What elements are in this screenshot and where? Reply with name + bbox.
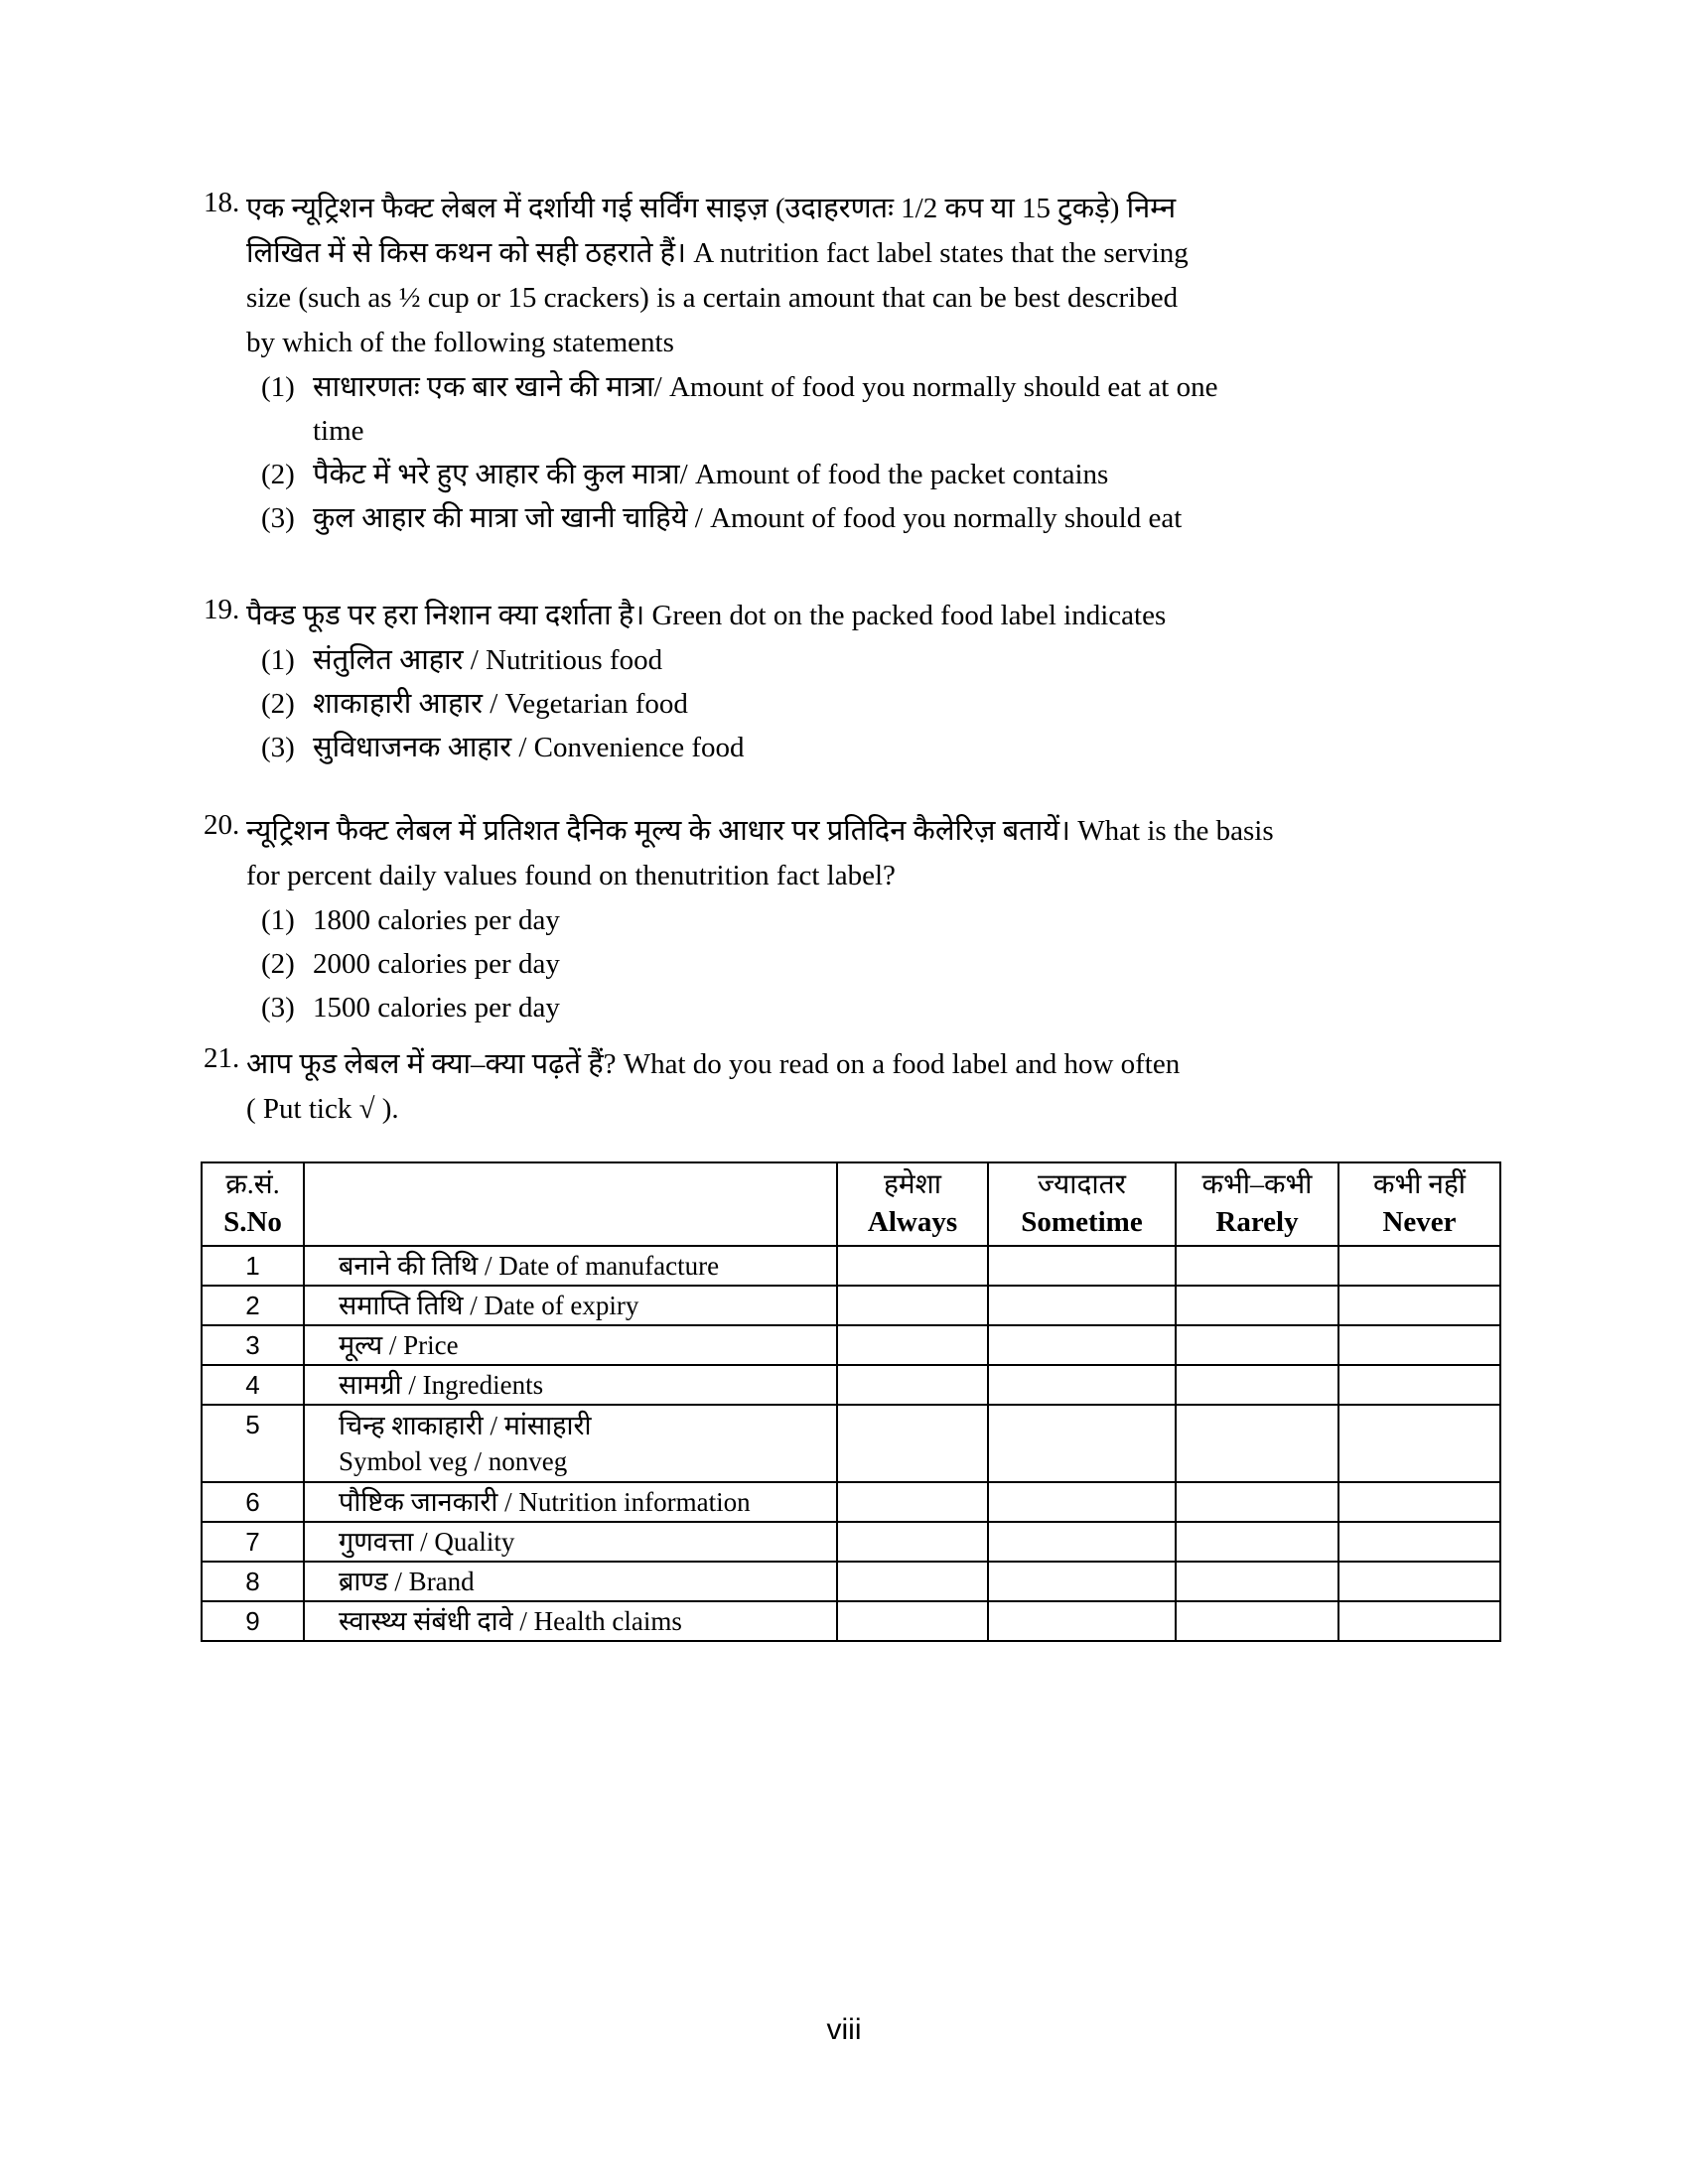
page-number: viii: [826, 2013, 862, 2046]
option-1: [261, 638, 1537, 682]
option-text-line: पैकेट में भरे हुए आहार की कुल मात्रा/ Amount of food the packet contains: [313, 459, 1109, 490]
header-always-english: Always: [867, 1206, 958, 1238]
option-number: (3): [261, 992, 295, 1024]
header-never-english: Never: [1382, 1206, 1457, 1238]
row-number: 8: [245, 1566, 260, 1596]
answer-cell-rarely: [1176, 1286, 1338, 1325]
question-text-line: size (such as ½ cup or 15 crackers) is a certain amount that can be best described: [246, 282, 1179, 314]
answer-cell-rarely: [1176, 1482, 1338, 1522]
answer-cell-always: [837, 1405, 988, 1482]
answer-cell-always: [837, 1246, 988, 1286]
table-row: [202, 1286, 1500, 1325]
answer-cell-sometime: [988, 1522, 1176, 1562]
table-row: [202, 1365, 1500, 1405]
option-number: (1): [261, 371, 295, 403]
row-number: 7: [245, 1526, 260, 1557]
question-text-line: एक न्यूट्रिशन फैक्ट लेबल में दर्शायी गई सर्विंग साइज़ (उदाहरणतः 1/2 कप या 15 टुकड़े) निम्न: [246, 193, 1177, 224]
table-row: [202, 1562, 1500, 1601]
question-number: 19.: [204, 594, 240, 625]
option-number: (1): [261, 644, 295, 676]
answer-cell-rarely: [1176, 1405, 1338, 1482]
row-label-line2: Symbol veg / nonveg: [339, 1446, 568, 1476]
answer-cell-sometime: [988, 1601, 1176, 1641]
answer-cell-never: [1338, 1325, 1500, 1365]
option-number: (1): [261, 904, 295, 936]
answer-cell-always: [837, 1365, 988, 1405]
header-never: [1338, 1162, 1500, 1246]
answer-cell-rarely: [1176, 1325, 1338, 1365]
option-2: [261, 942, 1537, 986]
option-text-line: साधारणतः एक बार खाने की मात्रा/ Amount of food you normally should eat at one: [313, 371, 1218, 403]
header-sno-hindi: क्र.सं.: [225, 1169, 280, 1200]
answer-cell-always: [837, 1482, 988, 1522]
row-number: 9: [245, 1605, 260, 1636]
answer-cell-always: [837, 1601, 988, 1641]
header-never-hindi: कभी नहीं: [1372, 1169, 1467, 1200]
answer-cell-never: [1338, 1562, 1500, 1601]
survey-table: [201, 1161, 1501, 1642]
row-number: 5: [245, 1410, 260, 1439]
question-19: [204, 594, 1537, 769]
option-text-line: 1800 calories per day: [313, 904, 560, 936]
answer-cell-always: [837, 1325, 988, 1365]
row-label: मूल्य / Price: [339, 1330, 459, 1360]
option-2: [261, 682, 1537, 726]
answer-cell-never: [1338, 1482, 1500, 1522]
question-number: 20.: [204, 809, 240, 841]
table-row: [202, 1601, 1500, 1641]
row-label: गुणवत्ता / Quality: [339, 1527, 515, 1557]
row-label: पौष्टिक जानकारी / Nutrition information: [339, 1487, 751, 1517]
option-3: [261, 726, 1537, 769]
header-always: [837, 1162, 988, 1246]
answer-cell-always: [837, 1286, 988, 1325]
answer-cell-rarely: [1176, 1246, 1338, 1286]
answer-cell-never: [1338, 1601, 1500, 1641]
question-number: 21.: [204, 1042, 240, 1074]
answer-cell-sometime: [988, 1562, 1176, 1601]
table-row: [202, 1522, 1500, 1562]
question-text-line: for percent daily values found on thenutrition fact label?: [246, 860, 896, 891]
option-number: (2): [261, 459, 295, 490]
option-1: [261, 365, 1537, 453]
option-1: [261, 898, 1537, 942]
question-text-line: न्यूट्रिशन फैक्ट लेबल में प्रतिशत दैनिक मूल्य के आधार पर प्रतिदिन कैलेरिज़ बतायें। What is the basis: [246, 815, 1274, 847]
option-text-line: शाकाहारी आहार / Vegetarian food: [313, 688, 688, 720]
option-number: (3): [261, 502, 295, 534]
answer-cell-sometime: [988, 1246, 1176, 1286]
answer-cell-rarely: [1176, 1365, 1338, 1405]
header-sno-english: S.No: [223, 1206, 282, 1238]
row-number: 4: [245, 1369, 260, 1400]
option-3: [261, 496, 1537, 540]
header-item-blank: [304, 1162, 837, 1246]
question-text-line: लिखित में से किस कथन को सही ठहराते हैं। A nutrition fact label states that the serving: [246, 237, 1189, 269]
row-label: समाप्ति तिथि / Date of expiry: [339, 1291, 639, 1320]
row-number: 6: [245, 1486, 260, 1517]
question-21: [204, 1042, 1537, 1132]
question-18: [204, 187, 1537, 540]
answer-cell-rarely: [1176, 1562, 1338, 1601]
header-sno: [202, 1162, 304, 1246]
header-rarely-hindi: कभी–कभी: [1201, 1169, 1313, 1200]
table-row: [202, 1325, 1500, 1365]
question-text-line: ( Put tick √ ).: [246, 1093, 399, 1125]
row-label: चिन्ह शाकाहारी / मांसाहारी: [339, 1411, 592, 1440]
header-sometime: [988, 1162, 1176, 1246]
header-rarely: [1176, 1162, 1338, 1246]
option-number: (2): [261, 948, 295, 980]
option-text-line: 2000 calories per day: [313, 948, 560, 980]
option-3: [261, 986, 1537, 1029]
options-list: [261, 365, 1537, 540]
question-text-line: by which of the following statements: [246, 327, 674, 358]
row-label: स्वास्थ्य संबंधी दावे / Health claims: [339, 1606, 682, 1636]
answer-cell-always: [837, 1562, 988, 1601]
header-always-hindi: हमेशा: [884, 1169, 941, 1200]
row-number: 2: [245, 1290, 260, 1320]
answer-cell-always: [837, 1522, 988, 1562]
question-number: 18.: [204, 187, 240, 218]
option-number: (2): [261, 688, 295, 720]
answer-cell-sometime: [988, 1405, 1176, 1482]
option-2: [261, 453, 1537, 496]
question-text-line: पैक्ड फूड पर हरा निशान क्या दर्शाता है। Green dot on the packed food label indicates: [246, 600, 1167, 631]
option-text-line: कुल आहार की मात्रा जो खानी चाहिये / Amount of food you normally should eat: [313, 502, 1183, 534]
row-label: बनाने की तिथि / Date of manufacture: [339, 1251, 720, 1281]
question-text-line: आप फूड लेबल में क्या–क्या पढ़तें हैं? What do you read on a food label and how often: [246, 1048, 1181, 1080]
answer-cell-rarely: [1176, 1601, 1338, 1641]
answer-cell-rarely: [1176, 1522, 1338, 1562]
option-text-line: 1500 calories per day: [313, 992, 560, 1024]
answer-cell-never: [1338, 1365, 1500, 1405]
option-text-line: time: [313, 415, 364, 447]
answer-cell-sometime: [988, 1482, 1176, 1522]
table-row: [202, 1405, 1500, 1482]
table-header-row: [202, 1162, 1500, 1246]
answer-cell-sometime: [988, 1286, 1176, 1325]
header-sometime-hindi: ज्यादातर: [1037, 1169, 1127, 1200]
answer-cell-sometime: [988, 1325, 1176, 1365]
header-rarely-english: Rarely: [1215, 1206, 1299, 1238]
options-list: [261, 638, 1537, 769]
answer-cell-never: [1338, 1522, 1500, 1562]
row-label: सामग्री / Ingredients: [339, 1370, 544, 1400]
option-number: (3): [261, 732, 295, 763]
question-20: [204, 809, 1537, 1029]
answer-cell-never: [1338, 1286, 1500, 1325]
option-text-line: सुविधाजनक आहार / Convenience food: [313, 732, 745, 763]
table-row: [202, 1246, 1500, 1286]
answer-cell-sometime: [988, 1365, 1176, 1405]
answer-cell-never: [1338, 1246, 1500, 1286]
header-sometime-english: Sometime: [1021, 1206, 1143, 1238]
row-label: ब्राण्ड / Brand: [339, 1567, 475, 1596]
row-number: 1: [245, 1250, 260, 1281]
options-list: [261, 898, 1537, 1029]
option-text-line: संतुलित आहार / Nutritious food: [313, 644, 663, 676]
row-number: 3: [245, 1329, 260, 1360]
answer-cell-never: [1338, 1405, 1500, 1482]
table-row: [202, 1482, 1500, 1522]
